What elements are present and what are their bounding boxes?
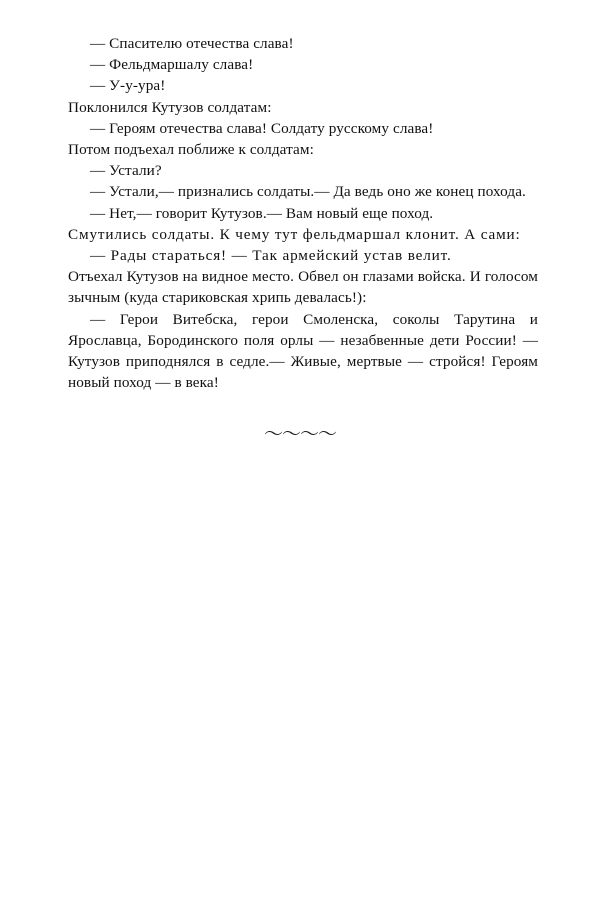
paragraph: — Героям отечества слава! Солдату русскому слава! [90,119,434,137]
body-text [68,33,538,393]
paragraph: — Нет,— говорит Кутузов.— Вам новый еще поход. [90,204,434,222]
paragraph: — Устали? [90,162,162,180]
section-ornament [0,425,600,449]
paragraph: Отъехал Кутузов на видное место. Обвел он глазами войска. И голосом зычным (куда стариковская хрипь девалась!): [68,268,538,307]
paragraph: — Устали,— признались солдаты.— Да ведь оно же конец похода. [90,183,526,201]
paragraph: Потом подъехал поближе к солдатам: [68,141,314,159]
paragraph: — Фельдмаршалу слава! [90,56,254,74]
paragraph: — У-у-ура! [90,77,166,95]
paragraph: — Рады стараться! — Так армейский устав велит. [90,247,452,265]
paragraph: — Спасителю отечества слава! [90,35,294,52]
paragraph: Смутились солдаты. К чему тут фельдмаршал клонит. А сами: [68,225,521,243]
wave-ornament-icon: 〜〜〜〜 [263,423,336,445]
paragraph: — Герои Витебска, герои Смоленска, соколы Тарутина и Ярославца, Бородинского поля орлы — незабвенные дети России! — Кутузов приподнялся в седле.— Живые, мертвые — стройся! Героям новый поход — в века! [68,310,538,392]
paragraph: Поклонился Кутузов солдатам: [68,98,272,116]
